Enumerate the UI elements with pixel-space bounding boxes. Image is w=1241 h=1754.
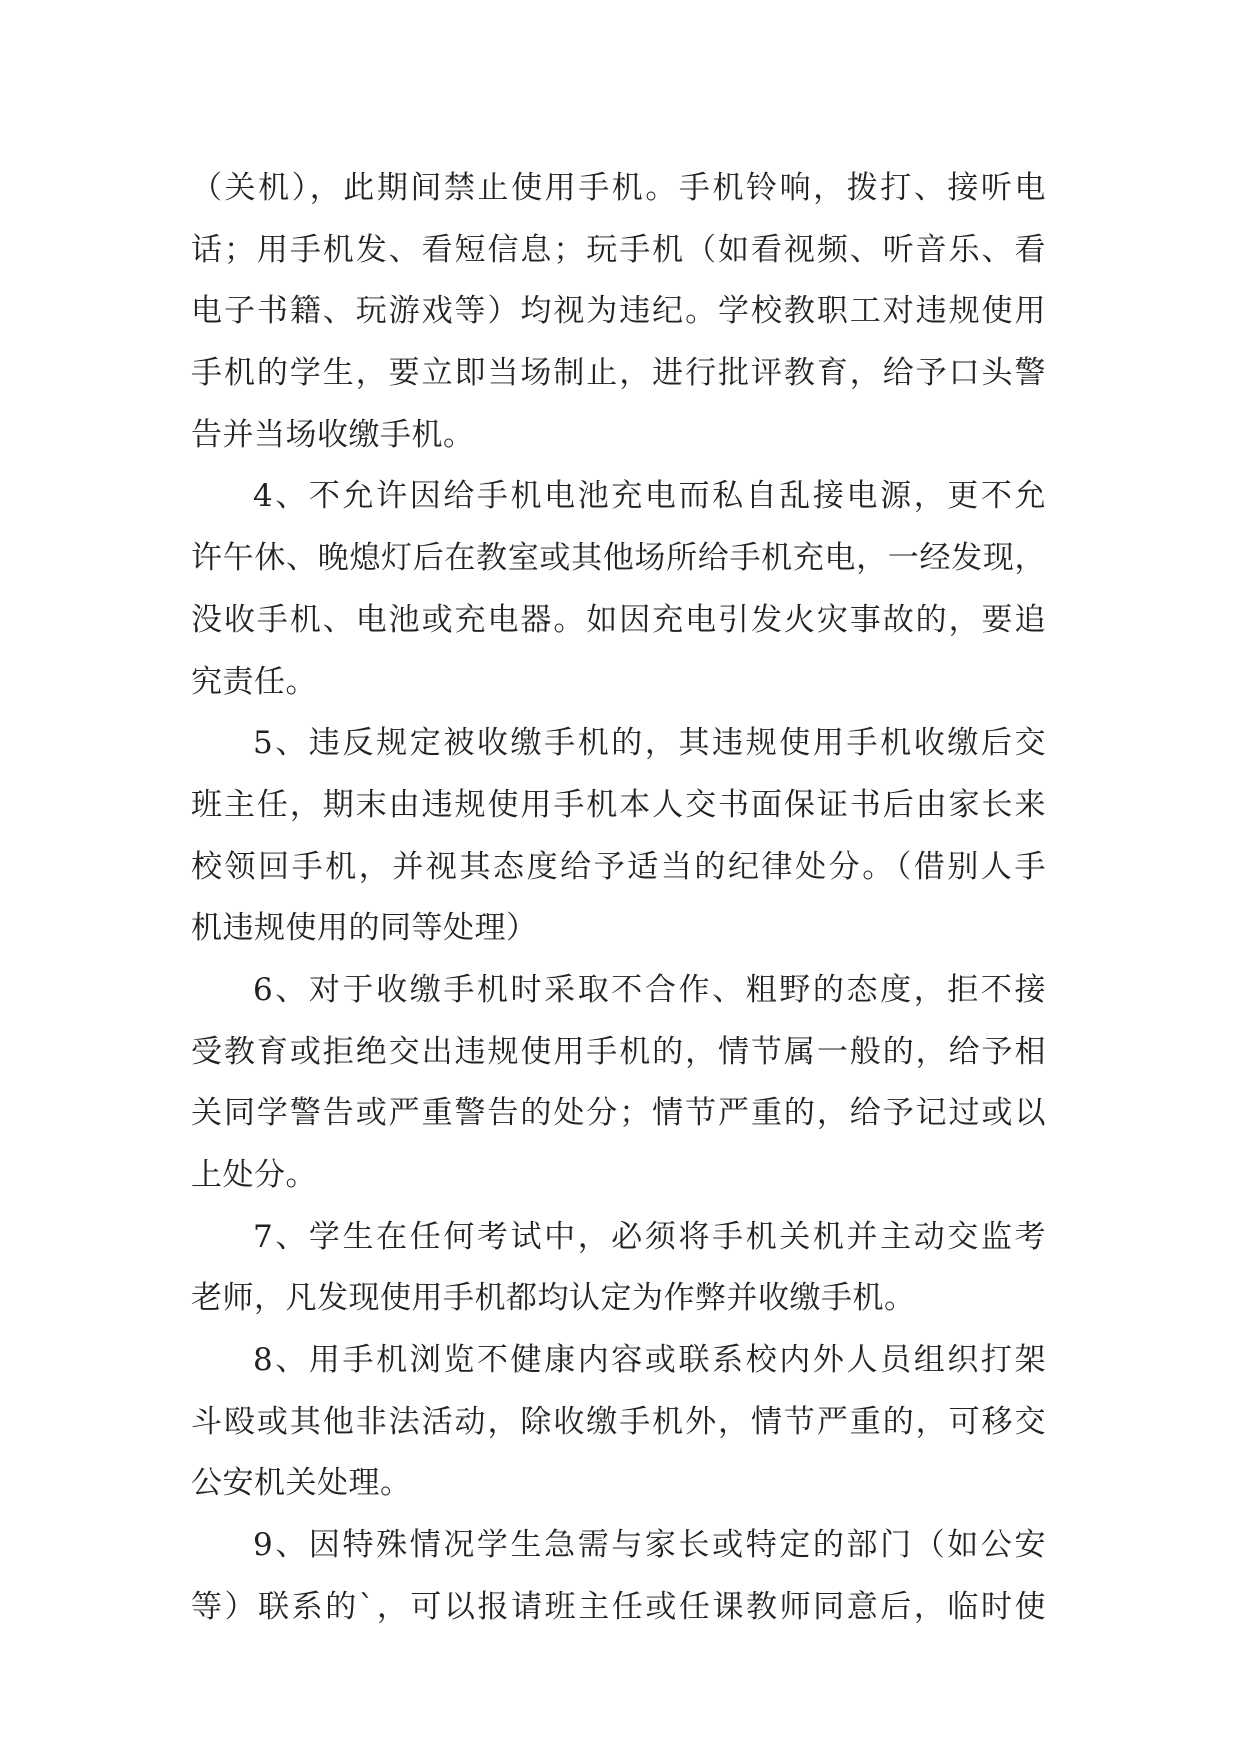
text-line: 手机的学生，要立即当场制止，进行批评教育，给予口头警: [191, 355, 1046, 392]
text-line: 9、因特殊情况学生急需与家长或特定的部门（如公安: [253, 1527, 1046, 1564]
text-line: 受教育或拒绝交出违规使用手机的，情节属一般的，给予相: [191, 1033, 1046, 1070]
text-line: 究责任。: [191, 663, 317, 700]
paragraph-item-6: [191, 960, 1046, 1207]
paragraph-item-7: [191, 1207, 1046, 1330]
text-line: 电子书籍、玩游戏等）均视为违纪。学校教职工对违规使用: [191, 293, 1046, 330]
text-line: 4、不允许因给手机电池充电而私自乱接电源，更不允: [253, 478, 1046, 515]
paragraph-item-9: [191, 1515, 1046, 1638]
text-line: （关机），此期间禁止使用手机。手机铃响，拨打、接听电: [191, 170, 1046, 206]
text-line: 8、用手机浏览不健康内容或联系校内外人员组织打架: [253, 1342, 1046, 1379]
text-line: 等）联系的`，可以报请班主任或任课教师同意后，临时使: [191, 1588, 1046, 1625]
text-line: 斗殴或其他非法活动，除收缴手机外，情节严重的，可移交: [191, 1403, 1046, 1440]
document-body: [191, 158, 1046, 1639]
text-line: 机违规使用的同等处理）: [191, 910, 538, 947]
paragraph-item-8: [191, 1330, 1046, 1515]
text-line: 老师，凡发现使用手机都均认定为作弊并收缴手机。: [191, 1280, 916, 1317]
text-line: 没收手机、电池或充电器。如因充电引发火灾事故的，要追: [191, 601, 1046, 638]
text-line: 5、违反规定被收缴手机的，其违规使用手机收缴后交: [253, 725, 1046, 762]
paragraph-continuation: [191, 158, 1046, 466]
text-line: 上处分。: [191, 1157, 317, 1193]
paragraph-item-5: [191, 713, 1046, 960]
text-line: 6、对于收缴手机时采取不合作、粗野的态度，拒不接: [253, 971, 1046, 1008]
text-line: 关同学警告或严重警告的处分；情节严重的，给予记过或以: [191, 1095, 1046, 1132]
text-line: 话；用手机发、看短信息；玩手机（如看视频、听音乐、看: [191, 231, 1046, 268]
text-line: 7、学生在任何考试中，必须将手机关机并主动交监考: [253, 1218, 1046, 1255]
text-line: 告并当场收缴手机。: [191, 416, 475, 453]
text-line: 许午休、晚熄灯后在教室或其他场所给手机充电，一经发现，: [191, 540, 1046, 577]
paragraph-item-4: [191, 466, 1046, 713]
text-line: 校领回手机，并视其态度给予适当的纪律处分。（借别人手: [191, 848, 1046, 885]
text-line: 班主任，期末由违规使用手机本人交书面保证书后由家长来: [191, 786, 1046, 823]
text-line: 公安机关处理。: [191, 1465, 412, 1502]
